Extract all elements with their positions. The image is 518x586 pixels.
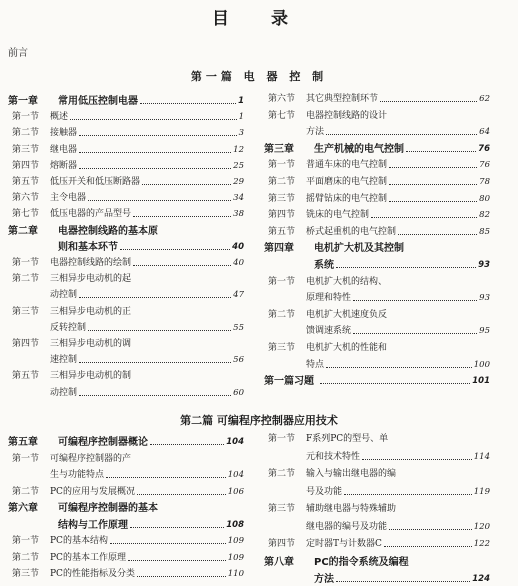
toc-entry-title: 继电器的编号及功能	[306, 521, 388, 532]
toc-section-entry[interactable]	[8, 274, 244, 285]
toc-leader-dots	[326, 134, 477, 135]
toc-entry-title: PC的基本工作原理	[50, 552, 126, 563]
toc-section-entry[interactable]	[264, 360, 490, 371]
toc-section-entry[interactable]	[264, 310, 490, 321]
toc-entry-number: 第一篇习题	[264, 376, 314, 388]
toc-entry-number: 第四章	[264, 243, 294, 255]
toc-entry-number: 第五节	[12, 177, 40, 187]
toc-section-entry[interactable]	[8, 258, 244, 269]
toc-leader-dots	[79, 395, 231, 396]
toc-entry-number: 第八章	[264, 556, 294, 568]
toc-entry-number: 第二节	[12, 128, 40, 139]
toc-entry-title: 桥式起重机的电气控制	[306, 226, 397, 237]
part-2-title: 第二篇 可编程序控制器应用技术	[180, 414, 338, 427]
toc-page-number: 34	[233, 193, 244, 204]
part-1-title: 第一篇 电 器 控 制	[190, 70, 328, 83]
toc-page-number: 104	[226, 437, 244, 447]
toc-leader-dots	[110, 543, 226, 544]
toc-section-entry[interactable]	[8, 487, 244, 498]
toc-leader-dots	[140, 103, 236, 104]
toc-entry-title: 三相异步电动机的正	[50, 306, 132, 317]
toc-leader-dots	[362, 459, 472, 460]
toc-leader-dots	[353, 300, 477, 301]
toc-section-entry[interactable]	[8, 209, 244, 220]
toc-section-entry[interactable]	[8, 145, 244, 156]
toc-entry-title: 低压开关和低压断路器	[50, 177, 141, 187]
toc-chapter-entry[interactable]	[8, 503, 244, 514]
toc-leader-dots	[389, 167, 477, 168]
toc-leader-dots	[336, 267, 476, 268]
toc-page-number: 12	[233, 144, 244, 155]
toc-entry-number: 第二节	[268, 309, 296, 320]
toc-entry-title: 三相异步电动机的制	[50, 371, 132, 382]
toc-entry-number: 第一节	[268, 160, 296, 171]
toc-entry-title: 可编程序控制器概论	[58, 437, 148, 448]
toc-entry-number: 第六章	[8, 503, 38, 514]
toc-section-entry[interactable]	[264, 277, 490, 288]
toc-entry-title: 电机扩大机的性能和	[306, 343, 388, 353]
toc-section-entry[interactable]	[8, 470, 244, 481]
toc-entry-number: 第一节	[12, 258, 40, 268]
toc-leader-dots	[380, 101, 477, 102]
toc-page-number: 122	[473, 539, 490, 549]
toc-entry-title: 生产机械的电气控制	[314, 143, 404, 155]
toc-page-number: 1	[238, 96, 244, 106]
toc-leader-dots	[137, 494, 226, 495]
toc-leader-dots	[70, 119, 237, 120]
toc-entry-number: 第一节	[268, 434, 296, 444]
toc-section-entry[interactable]	[264, 487, 490, 498]
toc-page-number: 76	[478, 143, 490, 154]
toc-page-number: 80	[479, 193, 490, 204]
toc-leader-dots	[389, 529, 472, 530]
toc-entry-title: PC的应用与发展概况	[50, 486, 135, 497]
toc-leader-dots	[406, 151, 476, 152]
toc-page-number: 119	[473, 486, 490, 497]
toc-section-entry[interactable]	[264, 177, 490, 188]
toc-entry-title: 摇臂钻床的电气控制	[306, 193, 388, 204]
toc-page-number: 25	[233, 160, 244, 171]
toc-section-entry[interactable]	[8, 161, 244, 172]
toc-chapter-entry[interactable]	[8, 226, 244, 237]
toc-page-number: 104	[227, 470, 244, 480]
toc-entry-title: PC的指令系统及编程	[314, 556, 409, 568]
toc-chapter-entry[interactable]	[264, 557, 490, 568]
toc-entry-number: 第一节	[12, 536, 40, 546]
toc-section-entry[interactable]	[264, 326, 490, 337]
toc-entry-title: 电器控制线路的绘制	[50, 258, 132, 268]
toc-section-entry[interactable]	[8, 290, 244, 301]
toc-leader-dots	[88, 200, 231, 201]
toc-entry-number: 第三节	[12, 306, 40, 317]
toc-chapter-entry[interactable]	[264, 376, 490, 387]
toc-section-entry[interactable]	[8, 112, 244, 123]
toc-entry-number: 第七节	[12, 209, 40, 220]
toc-section-entry[interactable]	[264, 343, 490, 354]
toc-chapter-entry[interactable]	[264, 260, 490, 271]
toc-section-entry[interactable]	[8, 307, 244, 318]
toc-section-entry[interactable]	[264, 127, 490, 138]
toc-entry-title: 辅助继电器与特殊辅助	[306, 504, 397, 514]
toc-leader-dots	[79, 168, 231, 169]
toc-page-number: 40	[232, 241, 244, 252]
toc-entry-title: 元和技术特性	[306, 451, 361, 462]
toc-entry-title: 速控制	[50, 355, 78, 366]
toc-page-number: 78	[479, 177, 490, 187]
toc-page-number: 85	[479, 226, 490, 237]
toc-page-number: 110	[227, 569, 244, 579]
toc-leader-dots	[150, 444, 224, 445]
toc-leader-dots	[336, 581, 470, 582]
toc-entry-number: 第二章	[8, 225, 38, 237]
toc-entry-number: 第六节	[268, 94, 296, 104]
toc-leader-dots	[133, 216, 231, 217]
toc-entry-title: 可编程序控制器的基本	[58, 503, 158, 514]
toc-page-number: 60	[233, 387, 244, 398]
toc-page-number: 56	[233, 355, 244, 366]
toc-entry-title: 系统	[314, 260, 334, 271]
toc-entry-number: 第三节	[268, 504, 296, 514]
preface-entry[interactable]: 前言	[8, 48, 28, 59]
toc-page-number: 82	[479, 210, 490, 221]
toc-leader-dots	[106, 477, 226, 478]
toc-leader-dots	[344, 494, 472, 495]
toc-leader-dots	[326, 367, 472, 368]
toc-entry-number: 第四节	[268, 210, 296, 221]
toc-entry-number: 第三节	[12, 144, 40, 155]
toc-page-number: 124	[472, 574, 490, 584]
toc-entry-number: 第四节	[12, 339, 40, 349]
toc-section-entry[interactable]	[264, 452, 490, 463]
toc-section-entry[interactable]	[8, 371, 244, 382]
toc-leader-dots	[353, 333, 477, 334]
toc-entry-title: 馈调速系统	[306, 326, 352, 337]
toc-entry-title: 熔断器	[50, 160, 78, 171]
toc-entry-title: 三相异步电动机的调	[50, 339, 132, 349]
toc-section-entry[interactable]	[8, 193, 244, 204]
toc-entry-title: 电器控制线路的基本原	[58, 225, 158, 237]
toc-section-entry[interactable]	[264, 227, 490, 238]
toc-entry-title: 动控制	[50, 290, 78, 301]
toc-section-entry[interactable]	[8, 323, 244, 334]
toc-entry-number: 第五节	[268, 226, 296, 237]
toc-entry-title: 原理和特性	[306, 293, 352, 304]
toc-leader-dots	[79, 362, 231, 363]
toc-chapter-entry[interactable]	[8, 96, 244, 107]
toc-entry-number: 第五章	[8, 437, 38, 448]
toc-entry-number: 第三节	[12, 569, 40, 579]
toc-section-entry[interactable]	[8, 454, 244, 465]
toc-entry-number: 第二节	[12, 486, 40, 497]
toc-page-number: 62	[479, 94, 490, 104]
toc-chapter-entry[interactable]	[8, 242, 244, 253]
toc-entry-title: 特点	[306, 359, 325, 370]
toc-leader-dots	[137, 576, 226, 577]
toc-entry-title: 电机扩大机及其控制	[314, 243, 404, 255]
page-title: 目 录	[212, 9, 306, 29]
toc-entry-title: 三相异步电动机的起	[50, 274, 132, 285]
toc-entry-title: 号及功能	[306, 486, 343, 497]
toc-entry-title: 方法	[314, 574, 334, 585]
toc-section-entry[interactable]	[264, 469, 490, 480]
toc-entry-number: 第一章	[8, 96, 38, 107]
toc-chapter-entry[interactable]	[264, 574, 490, 585]
toc-page-number: 55	[233, 322, 244, 333]
toc-leader-dots	[398, 234, 477, 235]
toc-entry-title: 其它典型控制环节	[306, 94, 379, 104]
toc-section-entry[interactable]	[8, 569, 244, 580]
toc-page-number: 93	[479, 293, 490, 304]
toc-entry-title: 则和基本环节	[58, 241, 118, 253]
toc-leader-dots	[133, 265, 231, 266]
toc-entry-title: 电器控制线路的设计	[306, 110, 388, 121]
toc-leader-dots	[389, 201, 477, 202]
toc-entry-title: 可编程序控制器的产	[50, 453, 132, 464]
toc-chapter-entry[interactable]	[264, 243, 490, 254]
toc-section-entry[interactable]	[8, 339, 244, 350]
toc-section-entry[interactable]	[264, 210, 490, 221]
toc-section-entry[interactable]	[264, 293, 490, 304]
toc-entry-number: 第二节	[268, 469, 296, 479]
toc-entry-title: 主令电器	[50, 193, 87, 204]
toc-entry-number: 第三节	[268, 193, 296, 204]
toc-entry-title: 结构与工作原理	[58, 519, 128, 531]
toc-entry-number: 第一节	[12, 453, 40, 464]
toc-page-number: 109	[227, 552, 244, 563]
toc-entry-number: 第二节	[268, 177, 296, 187]
toc-leader-dots	[79, 297, 231, 298]
toc-section-entry[interactable]	[8, 536, 244, 547]
toc-page-number: 109	[227, 536, 244, 546]
toc-entry-title: 方法	[306, 127, 325, 138]
toc-entry-title: 电机扩大机的结构、	[306, 276, 388, 287]
toc-section-entry[interactable]	[264, 94, 490, 105]
toc-page-number: 114	[473, 451, 490, 462]
toc-entry-number: 第五节	[12, 371, 40, 382]
toc-entry-title: 平面磨床的电气控制	[306, 177, 388, 187]
toc-leader-dots	[120, 249, 230, 250]
toc-entry-number: 第三章	[264, 143, 294, 155]
toc-section-entry[interactable]	[8, 177, 244, 188]
toc-section-entry[interactable]	[264, 504, 490, 515]
toc-leader-dots	[142, 184, 231, 185]
toc-leader-dots	[384, 546, 472, 547]
toc-section-entry[interactable]	[8, 355, 244, 366]
toc-section-entry[interactable]	[8, 388, 244, 399]
toc-entry-number: 第一节	[12, 112, 40, 123]
toc-section-entry[interactable]	[264, 160, 490, 171]
toc-section-entry[interactable]	[264, 539, 490, 550]
toc-entry-title: 电机扩大机速度负反	[306, 309, 388, 320]
toc-entry-number: 第一节	[268, 276, 296, 287]
toc-entry-title: 反转控制	[50, 322, 87, 333]
toc-entry-title: 普通车床的电气控制	[306, 160, 388, 171]
toc-chapter-entry[interactable]	[8, 520, 244, 531]
toc-page-number: 47	[233, 290, 244, 301]
toc-entry-number: 第七节	[268, 110, 296, 121]
toc-entry-number: 第六节	[12, 193, 40, 204]
toc-section-entry[interactable]	[8, 128, 244, 139]
toc-entry-number: 第四节	[268, 539, 296, 549]
toc-page-number: 38	[233, 209, 244, 220]
toc-page-number: 64	[479, 127, 490, 138]
toc-entry-title: 铣床的电气控制	[306, 210, 370, 221]
toc-page-number: 1	[238, 112, 244, 123]
toc-leader-dots	[79, 135, 237, 136]
toc-entry-number: 第二节	[12, 552, 40, 563]
toc-entry-title: 动控制	[50, 387, 78, 398]
toc-leader-dots	[128, 560, 226, 561]
toc-entry-number: 第三节	[268, 343, 296, 353]
toc-entry-number: 第二节	[12, 274, 40, 285]
toc-entry-title: 常用低压控制电器	[58, 96, 138, 107]
toc-entry-title: 概述	[50, 112, 69, 123]
toc-leader-dots	[130, 527, 224, 528]
toc-entry-title: PC的基本结构	[50, 536, 108, 546]
toc-entry-title: F系列PC的型号、单	[306, 434, 389, 444]
toc-entry-title: 继电器	[50, 144, 78, 155]
toc-chapter-entry[interactable]	[8, 437, 244, 448]
toc-entry-title: 生与功能特点	[50, 470, 105, 480]
toc-page-number: 108	[226, 519, 244, 530]
toc-section-entry[interactable]	[264, 522, 490, 533]
toc-page-number: 120	[473, 521, 490, 532]
toc-leader-dots	[79, 152, 231, 153]
toc-section-entry[interactable]	[8, 553, 244, 564]
toc-entry-title: PC的性能指标及分类	[50, 569, 135, 579]
toc-chapter-entry[interactable]	[264, 144, 490, 155]
toc-page-number: 93	[478, 260, 490, 270]
toc-entry-title: 输入与输出继电器的编	[306, 469, 397, 479]
toc-page-number: 3	[238, 128, 244, 139]
toc-leader-dots	[88, 330, 231, 331]
toc-page-number: 95	[479, 326, 490, 337]
toc-page-number: 40	[233, 258, 244, 268]
toc-section-entry[interactable]	[264, 111, 490, 122]
toc-page-number: 29	[233, 177, 244, 187]
toc-entry-number: 第四节	[12, 160, 40, 171]
toc-page-number: 101	[472, 376, 490, 387]
toc-page-number: 106	[227, 486, 244, 497]
toc-page-number: 100	[473, 359, 490, 370]
toc-section-entry[interactable]	[264, 194, 490, 205]
toc-entry-title: 接触器	[50, 128, 78, 139]
toc-entry-title: 低压电器的产品型号	[50, 209, 132, 220]
toc-leader-dots	[320, 383, 470, 384]
toc-leader-dots	[371, 217, 477, 218]
toc-leader-dots	[389, 184, 477, 185]
toc-page-number: 76	[479, 160, 490, 171]
toc-section-entry[interactable]	[264, 434, 490, 445]
toc-entry-title: 定时器T与计数器C	[306, 539, 382, 549]
